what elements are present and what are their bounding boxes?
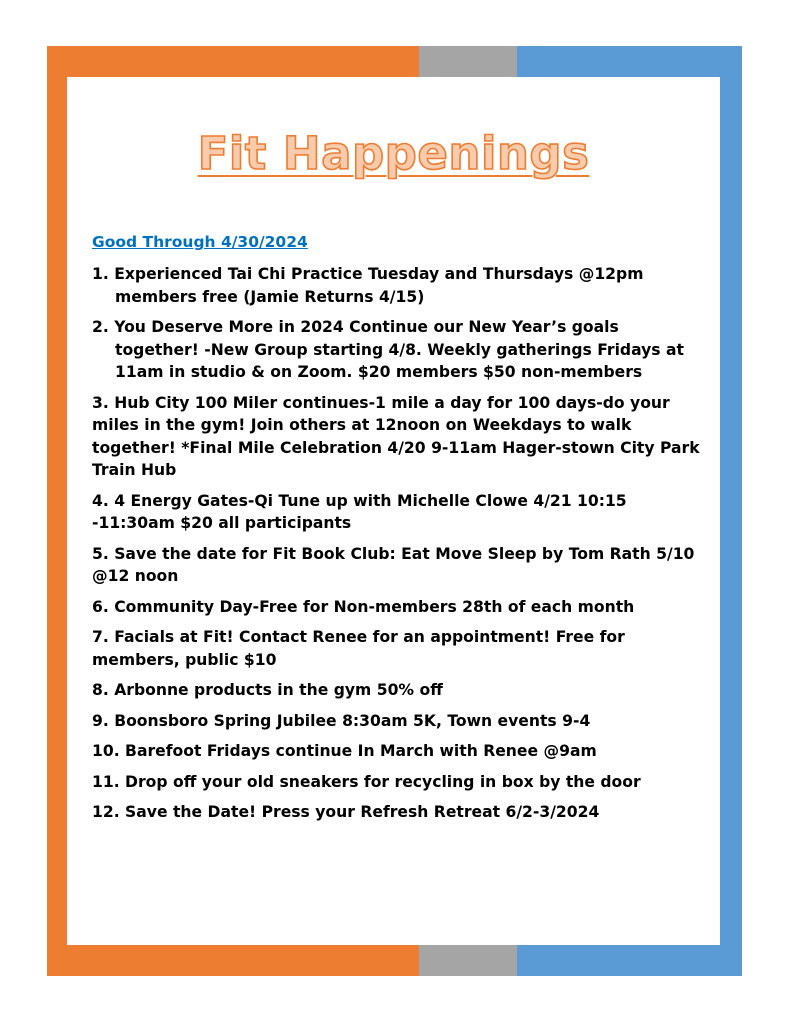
list-item: 1. Experienced Tai Chi Practice Tuesday and Thursdays @12pm members free (Jamie Returns 4/15)	[92, 265, 644, 306]
list-item: 5. Save the date for Fit Book Club: Eat Move Sleep by Tom Rath 5/10 @12 noon	[92, 544, 695, 585]
border-gray-bottom	[419, 945, 517, 976]
page-title: Fit Happenings	[197, 127, 590, 180]
border-orange-top	[47, 46, 419, 77]
list-item: 11. Drop off your old sneakers for recycling in box by the door	[92, 772, 641, 791]
list-item: 6. Community Day-Free for Non-members 28th of each month	[92, 597, 635, 616]
good-through-date: Good Through 4/30/2024	[92, 233, 308, 251]
list-item: 10. Barefoot Fridays continue In March with Renee @9am	[92, 742, 597, 760]
events-list	[92, 263, 704, 832]
border-orange-bottom	[47, 945, 419, 976]
border-orange-left	[47, 46, 67, 976]
border-blue-bottom	[517, 945, 742, 976]
flyer-panel	[67, 83, 720, 940]
list-item: 4. 4 Energy Gates-Qi Tune up with Michelle Clowe 4/21 10:15 -11:30am $20 all participants	[92, 491, 627, 532]
list-item: 3. Hub City 100 Miler continues-1 mile a day for 100 days-do your miles in the gym! Join others at 12noon on Weekdays to walk together! *Final Mile Celebration 4/20 9-11am Hager-stown City Park Train Hub	[92, 393, 700, 479]
border-blue-top	[517, 46, 742, 77]
list-item: 9. Boonsboro Spring Jubilee 8:30am 5K, Town events 9-4	[92, 711, 591, 730]
border-blue-right	[720, 46, 742, 976]
border-gray-top	[419, 46, 517, 77]
list-item: 8. Arbonne products in the gym 50% off	[92, 681, 443, 699]
list-item: 2. You Deserve More in 2024 Continue our New Year’s goals together! -New Group starting 4/8. Weekly gatherings Fridays at 11am in studio & on Zoom. $20 members $50 non-members	[92, 318, 684, 381]
list-item: 7. Facials at Fit! Contact Renee for an appointment! Free for members, public $10	[92, 628, 625, 669]
list-item: 12. Save the Date! Press your Refresh Retreat 6/2-3/2024	[92, 803, 600, 821]
